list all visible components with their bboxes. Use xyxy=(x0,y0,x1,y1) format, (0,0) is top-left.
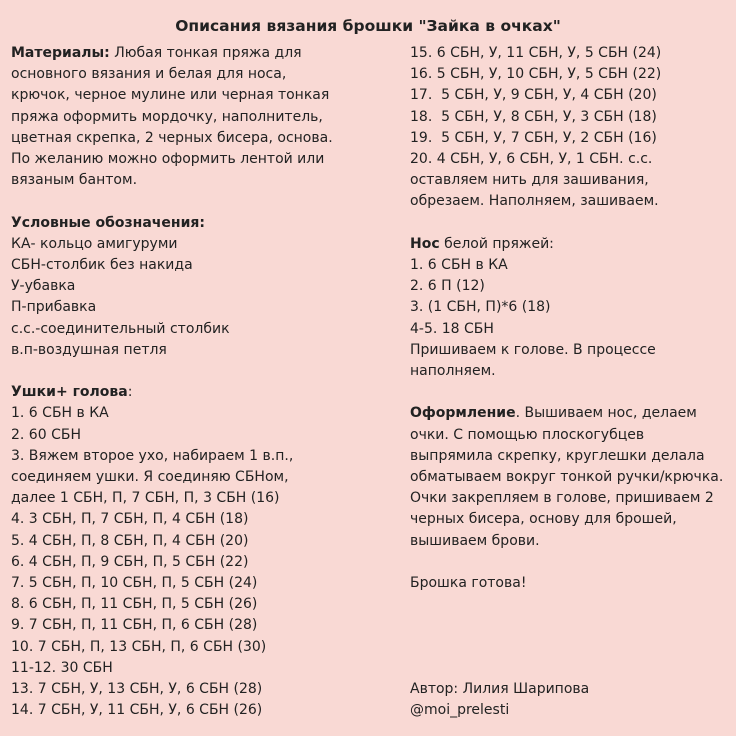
nose-row: наполняем. xyxy=(410,363,496,380)
left-column xyxy=(11,43,406,721)
materials-line: цветная скрепка, 2 черных бисера, основа. xyxy=(11,129,333,146)
legend-item: П-прибавка xyxy=(11,299,97,316)
head-row: 10. 7 СБН, П, 13 СБН, П, 6 СБН (30) xyxy=(11,638,267,655)
design-first-line: Оформление. Вышиваем нос, делаем xyxy=(410,405,697,422)
nose-row: Пришиваем к голове. В процессе xyxy=(410,341,656,358)
design-heading: Оформление xyxy=(410,405,516,422)
head-row: 14. 7 СБН, У, 11 СБН, У, 6 СБН (26) xyxy=(11,702,263,719)
head-row: 8. 6 СБН, П, 11 СБН, П, 5 СБН (26) xyxy=(11,596,258,613)
head-row: 17. 5 СБН, У, 9 СБН, У, 4 СБН (20) xyxy=(410,87,657,104)
materials-line: крючок, черное мулине или черная тонкая xyxy=(11,87,330,104)
materials-line: основного вязания и белая для носа, xyxy=(11,66,287,83)
legend-item: КА- кольцо амигуруми xyxy=(11,235,178,252)
head-row: обрезаем. Наполняем, зашиваем. xyxy=(410,193,659,210)
materials-line: пряжа оформить мордочку, наполнитель, xyxy=(11,108,323,125)
head-row: 2. 60 СБН xyxy=(11,426,81,443)
head-row: 20. 4 СБН, У, 6 СБН, У, 1 СБН. с.с. xyxy=(410,151,653,168)
legend-heading: Условные обозначения: xyxy=(11,214,205,231)
head-row: 13. 7 СБН, У, 13 СБН, У, 6 СБН (28) xyxy=(11,681,263,698)
head-row: 3. Вяжем второе ухо, набираем 1 в.п., xyxy=(11,447,294,464)
design-line: обматываем вокруг тонкой ручки/крючка. xyxy=(410,469,724,486)
head-row: 11-12. 30 СБН xyxy=(11,659,113,676)
head-row: 6. 4 СБН, П, 9 СБН, П, 5 СБН (22) xyxy=(11,553,249,570)
nose-row: 3. (1 СБН, П)*6 (18) xyxy=(410,299,551,316)
head-row: 9. 7 СБН, П, 11 СБН, П, 6 СБН (28) xyxy=(11,617,258,634)
design-line: Очки закрепляем в голове, пришиваем 2 xyxy=(410,490,714,507)
legend-item: в.п-воздушная петля xyxy=(11,341,167,358)
head-row: соединяем ушки. Я соединяю СБНом, xyxy=(11,469,289,486)
materials-first-line xyxy=(11,43,406,64)
right-column xyxy=(410,43,730,721)
design-line: очки. С помощью плоскогубцев xyxy=(410,426,645,443)
legend-item: с.с.-соединительный столбик xyxy=(11,320,230,337)
materials-line: вязаным бантом. xyxy=(11,172,138,189)
head-row: 15. 6 СБН, У, 11 СБН, У, 5 СБН (24) xyxy=(410,45,662,61)
head-row: оставляем нить для зашивания, xyxy=(410,172,649,189)
nose-row: 2. 6 П (12) xyxy=(410,278,485,295)
design-line: выпрямила скрепку, круглешки делала xyxy=(410,447,705,464)
materials-line: По желанию можно оформить лентой или xyxy=(11,151,325,168)
author-line: Автор: Лилия Шарипова xyxy=(410,680,590,697)
author-handle: @moi_prelesti xyxy=(410,702,510,719)
head-row: 7. 5 СБН, П, 10 СБН, П, 5 СБН (24) xyxy=(11,575,258,592)
head-heading: Ушки+ голова: xyxy=(11,384,133,401)
head-row: 16. 5 СБН, У, 10 СБН, У, 5 СБН (22) xyxy=(410,66,662,83)
design-line: черных бисера, основу для брошей, xyxy=(410,511,677,528)
nose-row: 1. 6 СБН в КА xyxy=(410,257,508,274)
nose-row: 4-5. 18 СБН xyxy=(410,320,494,337)
head-row: 19. 5 СБН, У, 7 СБН, У, 2 СБН (16) xyxy=(410,129,657,146)
materials-text: Любая тонкая пряжа для xyxy=(109,45,302,61)
nose-heading: Нос белой пряжей: xyxy=(410,235,554,252)
head-row: 18. 5 СБН, У, 8 СБН, У, 3 СБН (18) xyxy=(410,108,657,125)
head-row: 5. 4 СБН, П, 8 СБН, П, 4 СБН (20) xyxy=(11,532,249,549)
finish-text: Брошка готова! xyxy=(410,575,527,592)
head-row: далее 1 СБН, П, 7 СБН, П, 3 СБН (16) xyxy=(11,490,280,507)
legend-item: СБН-столбик без накида xyxy=(11,257,193,274)
materials-heading: Материалы: xyxy=(11,45,110,61)
head-row: 1. 6 СБН в КА xyxy=(11,405,109,422)
design-line: вышиваем брови. xyxy=(410,532,540,549)
legend-item: У-убавка xyxy=(11,278,76,295)
page-title: Описания вязания брошки "Зайка в очках" xyxy=(175,17,561,35)
head-row: 4. 3 СБН, П, 7 СБН, П, 4 СБН (18) xyxy=(11,511,249,528)
